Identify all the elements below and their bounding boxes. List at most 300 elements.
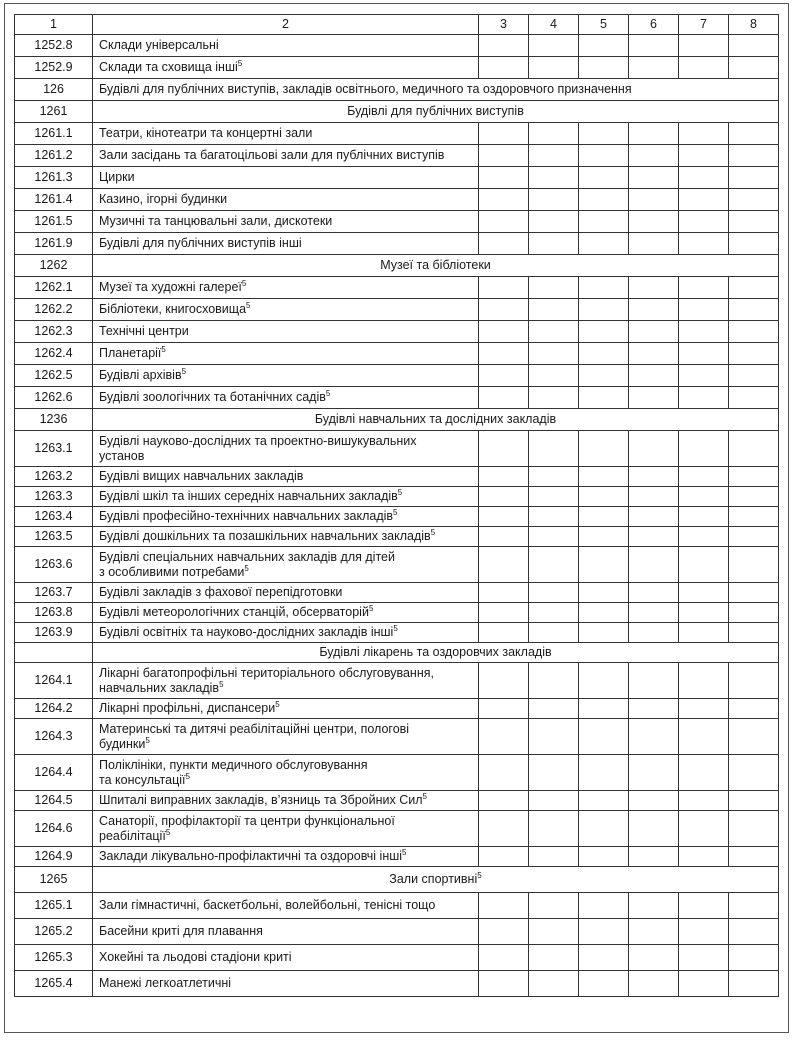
value-cell [679,387,729,409]
value-cell [529,603,579,623]
value-cell [479,365,529,387]
row-code: 1263.6 [15,547,93,583]
table-row [15,791,779,811]
row-name-line: з особливими потребами [99,564,245,579]
row-name-line: Зали засідань та багатоцільові зали для публічних виступів [99,148,445,162]
row-code: 1261.5 [15,211,93,233]
value-cell [729,893,779,919]
value-cell [679,211,729,233]
row-name-line: Будівлі метеорологічних станцій, обсерваторій [99,605,369,619]
row-name-line: Будівлі для публічних виступів, закладів освітнього, медичного та оздоровчого призначення [99,82,632,96]
row-name [93,277,479,299]
table-row [15,583,779,603]
value-cell [579,791,629,811]
row-name [93,507,479,527]
value-cell [679,893,729,919]
row-name [93,255,779,277]
value-cell [479,699,529,719]
value-cell [679,467,729,487]
footnote-mark: 5 [422,791,427,801]
row-code [15,643,93,663]
footnote-mark: 5 [244,563,249,573]
value-cell [579,663,629,699]
row-code: 1263.9 [15,623,93,643]
value-cell [579,719,629,755]
value-cell [529,431,579,467]
row-code: 1264.2 [15,699,93,719]
value-cell [529,547,579,583]
value-cell [579,527,629,547]
row-name-line: Будівлі зоологічних та ботанічних садів [99,390,326,404]
value-cell [679,35,729,57]
value-cell [679,145,729,167]
header-cell: 3 [479,15,529,35]
row-name-line: Будівлі шкіл та інших середніх навчальних закладів [99,489,398,503]
value-cell [679,755,729,791]
row-name-line: Будівлі спеціальних навчальних закладів для дітей [99,549,395,564]
value-cell [729,299,779,321]
table-row [15,919,779,945]
section-row [15,101,779,123]
row-code: 1252.8 [15,35,93,57]
value-cell [579,811,629,847]
value-cell [579,167,629,189]
footnote-mark: 5 [237,58,243,68]
row-name [93,547,479,583]
value-cell [729,57,779,79]
value-cell [729,547,779,583]
value-cell [579,507,629,527]
value-cell [529,57,579,79]
table-row [15,123,779,145]
table-row [15,547,779,583]
value-cell [729,321,779,343]
value-cell [479,755,529,791]
value-cell [679,847,729,867]
value-cell [679,699,729,719]
row-name-line: Будівлі вищих навчальних закладів [99,469,304,483]
value-cell [479,919,529,945]
value-cell [579,277,629,299]
value-cell [729,699,779,719]
value-cell [629,791,679,811]
table-row [15,35,779,57]
value-cell [729,211,779,233]
value-cell [629,603,679,623]
table-row [15,277,779,299]
value-cell [579,919,629,945]
value-cell [629,755,679,791]
value-cell [479,847,529,867]
value-cell [629,57,679,79]
footnote-mark: 5 [246,300,251,310]
value-cell [529,467,579,487]
value-cell [529,299,579,321]
value-cell [679,167,729,189]
value-cell [529,663,579,699]
value-cell [479,211,529,233]
value-cell [679,811,729,847]
footnote-mark: 5 [181,366,187,376]
value-cell [479,623,529,643]
value-cell [679,343,729,365]
row-name-line: Будівлі науково-дослідних та проектно-вишукувальних [99,433,417,448]
header-cell: 6 [629,15,679,35]
value-cell [579,145,629,167]
value-cell [479,527,529,547]
value-cell [579,343,629,365]
value-cell [629,467,679,487]
footnote-mark: 5 [219,679,224,689]
row-name-line: Зали спортивні [389,872,478,886]
value-cell [629,971,679,997]
row-name [93,867,779,893]
row-name [93,189,479,211]
header-cell: 7 [679,15,729,35]
footnote-mark: 5 [165,827,171,837]
value-cell [579,123,629,145]
row-name [93,893,479,919]
value-cell [529,811,579,847]
row-name [93,167,479,189]
footnote-mark: 5 [161,344,166,354]
value-cell [629,365,679,387]
value-cell [729,919,779,945]
value-cell [679,507,729,527]
table-row [15,945,779,971]
value-cell [529,189,579,211]
value-cell [479,277,529,299]
header-row [15,15,779,35]
footnote-mark: 5 [185,771,190,781]
row-name-line: Будівлі професійно-технічних навчальних закладів [99,509,394,523]
row-name [93,643,779,663]
value-cell [729,167,779,189]
value-cell [479,145,529,167]
row-code: 1265.4 [15,971,93,997]
value-cell [629,189,679,211]
value-cell [729,467,779,487]
row-code: 1265 [15,867,93,893]
row-name-line: Заклади лікувально-профілактичні та оздоровчі інші [99,849,403,863]
row-name [93,847,479,867]
row-code: 1263.2 [15,467,93,487]
table-row [15,755,779,791]
value-cell [479,945,529,971]
value-cell [579,583,629,603]
row-name-line: Манежі легкоатлетичні [99,976,232,990]
value-cell [729,365,779,387]
value-cell [629,811,679,847]
value-cell [579,189,629,211]
row-code: 1263.1 [15,431,93,467]
footnote-mark: 5 [368,603,374,613]
footnote-mark: 5 [275,699,280,709]
footnote-mark: 5 [325,388,331,398]
row-name [93,527,479,547]
row-code: 1262.1 [15,277,93,299]
value-cell [579,623,629,643]
row-name-line: Зали гімнастичні, баскетбольні, волейбольні, тенісні тощо [99,898,436,912]
value-cell [529,507,579,527]
value-cell [529,365,579,387]
row-name-line: Будівлі архівів [99,368,182,382]
value-cell [679,583,729,603]
table-row [15,167,779,189]
value-cell [579,603,629,623]
table-row [15,811,779,847]
value-cell [629,583,679,603]
value-cell [579,971,629,997]
value-cell [479,791,529,811]
value-cell [679,663,729,699]
row-code: 1263.4 [15,507,93,527]
row-name-line: Музеї та художні галереї [99,280,242,294]
table-body [15,35,779,997]
row-code: 1261.3 [15,167,93,189]
value-cell [679,603,729,623]
row-name-line: Басейни криті для плавання [99,924,263,938]
row-name [93,57,479,79]
table-row [15,145,779,167]
value-cell [579,945,629,971]
value-cell [529,719,579,755]
row-name-line: Планетарії [99,346,162,360]
value-cell [579,755,629,791]
section-row [15,409,779,431]
row-name [93,583,479,603]
row-name [93,603,479,623]
value-cell [629,431,679,467]
row-name-line: установ [99,448,145,463]
row-name [93,971,479,997]
value-cell [479,583,529,603]
value-cell [579,57,629,79]
value-cell [629,145,679,167]
value-cell [479,57,529,79]
row-name-line: Бібліотеки, книгосховища [99,302,247,316]
row-name-line: Технічні центри [99,324,189,338]
row-name [93,145,479,167]
value-cell [579,365,629,387]
value-cell [579,893,629,919]
value-cell [629,343,679,365]
row-name-line: Склади та сховища інші [99,60,238,74]
value-cell [729,663,779,699]
value-cell [629,487,679,507]
value-cell [529,145,579,167]
value-cell [529,277,579,299]
row-name-line: Будівлі для публічних виступів інші [99,236,302,250]
value-cell [529,167,579,189]
row-code: 1264.1 [15,663,93,699]
header-cell: 5 [579,15,629,35]
value-cell [579,467,629,487]
value-cell [529,755,579,791]
value-cell [629,699,679,719]
value-cell [679,365,729,387]
row-code: 1264.5 [15,791,93,811]
row-name-line: Музичні та танцювальні зали, дискотеки [99,214,333,228]
row-code: 1265.2 [15,919,93,945]
header-cell: 2 [93,15,479,35]
row-code: 126 [15,79,93,101]
row-name [93,663,479,699]
value-cell [729,583,779,603]
table-row [15,847,779,867]
value-cell [679,527,729,547]
value-cell [479,467,529,487]
value-cell [629,299,679,321]
row-name-line: Будівлі для публічних виступів [347,104,524,118]
value-cell [529,321,579,343]
section-row [15,255,779,277]
row-code: 1263.3 [15,487,93,507]
row-name [93,409,779,431]
value-cell [679,277,729,299]
row-name [93,487,479,507]
value-cell [679,487,729,507]
value-cell [629,35,679,57]
value-cell [729,145,779,167]
row-name-line: Цирки [99,170,135,184]
table-row [15,365,779,387]
value-cell [579,431,629,467]
table-row [15,971,779,997]
value-cell [529,971,579,997]
table-row [15,527,779,547]
row-name [93,35,479,57]
table-row [15,343,779,365]
value-cell [629,919,679,945]
value-cell [479,387,529,409]
table-row [15,507,779,527]
value-cell [529,211,579,233]
value-cell [579,321,629,343]
value-cell [679,233,729,255]
row-code: 1261.2 [15,145,93,167]
value-cell [679,321,729,343]
row-name [93,791,479,811]
value-cell [729,35,779,57]
row-code: 1261 [15,101,93,123]
value-cell [529,791,579,811]
row-name-line: навчальних закладів [99,680,220,695]
value-cell [529,527,579,547]
row-name-line: Лікарні багатопрофільні територіального обслуговування, [99,665,434,680]
row-name-line: Будівлі лікарень та оздоровчих закладів [319,645,552,659]
row-name [93,467,479,487]
value-cell [579,699,629,719]
row-code: 1252.9 [15,57,93,79]
value-cell [629,527,679,547]
row-code: 1265.1 [15,893,93,919]
value-cell [679,431,729,467]
footnote-mark: 5 [430,527,436,537]
row-name [93,919,479,945]
row-name [93,387,479,409]
value-cell [729,507,779,527]
row-name-line: Будівлі закладів з фахової перепідготовки [99,585,343,599]
row-name-line: Лікарні профільні, диспансери [99,701,276,715]
footnote-mark: 5 [402,847,407,857]
table-row [15,387,779,409]
table-row [15,893,779,919]
value-cell [729,719,779,755]
row-name-line: Хокейні та льодові стадіони криті [99,950,292,964]
table-row [15,719,779,755]
value-cell [629,893,679,919]
table-row [15,431,779,467]
value-cell [629,277,679,299]
row-code: 1262.4 [15,343,93,365]
row-name [93,79,779,101]
header-cell: 4 [529,15,579,35]
section-row [15,643,779,663]
value-cell [729,527,779,547]
row-name [93,365,479,387]
row-code: 1261.4 [15,189,93,211]
row-name [93,211,479,233]
footnote-mark: 5 [397,487,403,497]
value-cell [629,507,679,527]
value-cell [629,663,679,699]
value-cell [729,431,779,467]
value-cell [529,945,579,971]
value-cell [529,233,579,255]
table-row [15,299,779,321]
row-name [93,431,479,467]
value-cell [479,343,529,365]
header-cell: 8 [729,15,779,35]
row-name [93,699,479,719]
value-cell [679,945,729,971]
row-name-line: Поліклініки, пункти медичного обслуговування [99,757,368,772]
row-code: 1264.4 [15,755,93,791]
value-cell [729,123,779,145]
row-name-line: Будівлі навчальних та дослідних закладів [314,412,557,426]
value-cell [629,167,679,189]
row-name [93,233,479,255]
value-cell [629,233,679,255]
section-row [15,867,779,893]
footnote-mark: 5 [241,278,247,288]
row-name [93,719,479,755]
value-cell [529,123,579,145]
row-name [93,299,479,321]
table-row [15,189,779,211]
row-name [93,811,479,847]
value-cell [479,123,529,145]
value-cell [529,487,579,507]
table-row [15,623,779,643]
section-row [15,79,779,101]
value-cell [729,387,779,409]
value-cell [729,233,779,255]
row-code: 1264.9 [15,847,93,867]
value-cell [629,623,679,643]
value-cell [579,233,629,255]
value-cell [479,547,529,583]
value-cell [579,547,629,583]
row-name-line: Будівлі освітніх та науково-дослідних закладів інші [99,625,394,639]
value-cell [729,971,779,997]
value-cell [479,299,529,321]
value-cell [529,387,579,409]
table-row [15,603,779,623]
row-name [93,123,479,145]
value-cell [629,123,679,145]
